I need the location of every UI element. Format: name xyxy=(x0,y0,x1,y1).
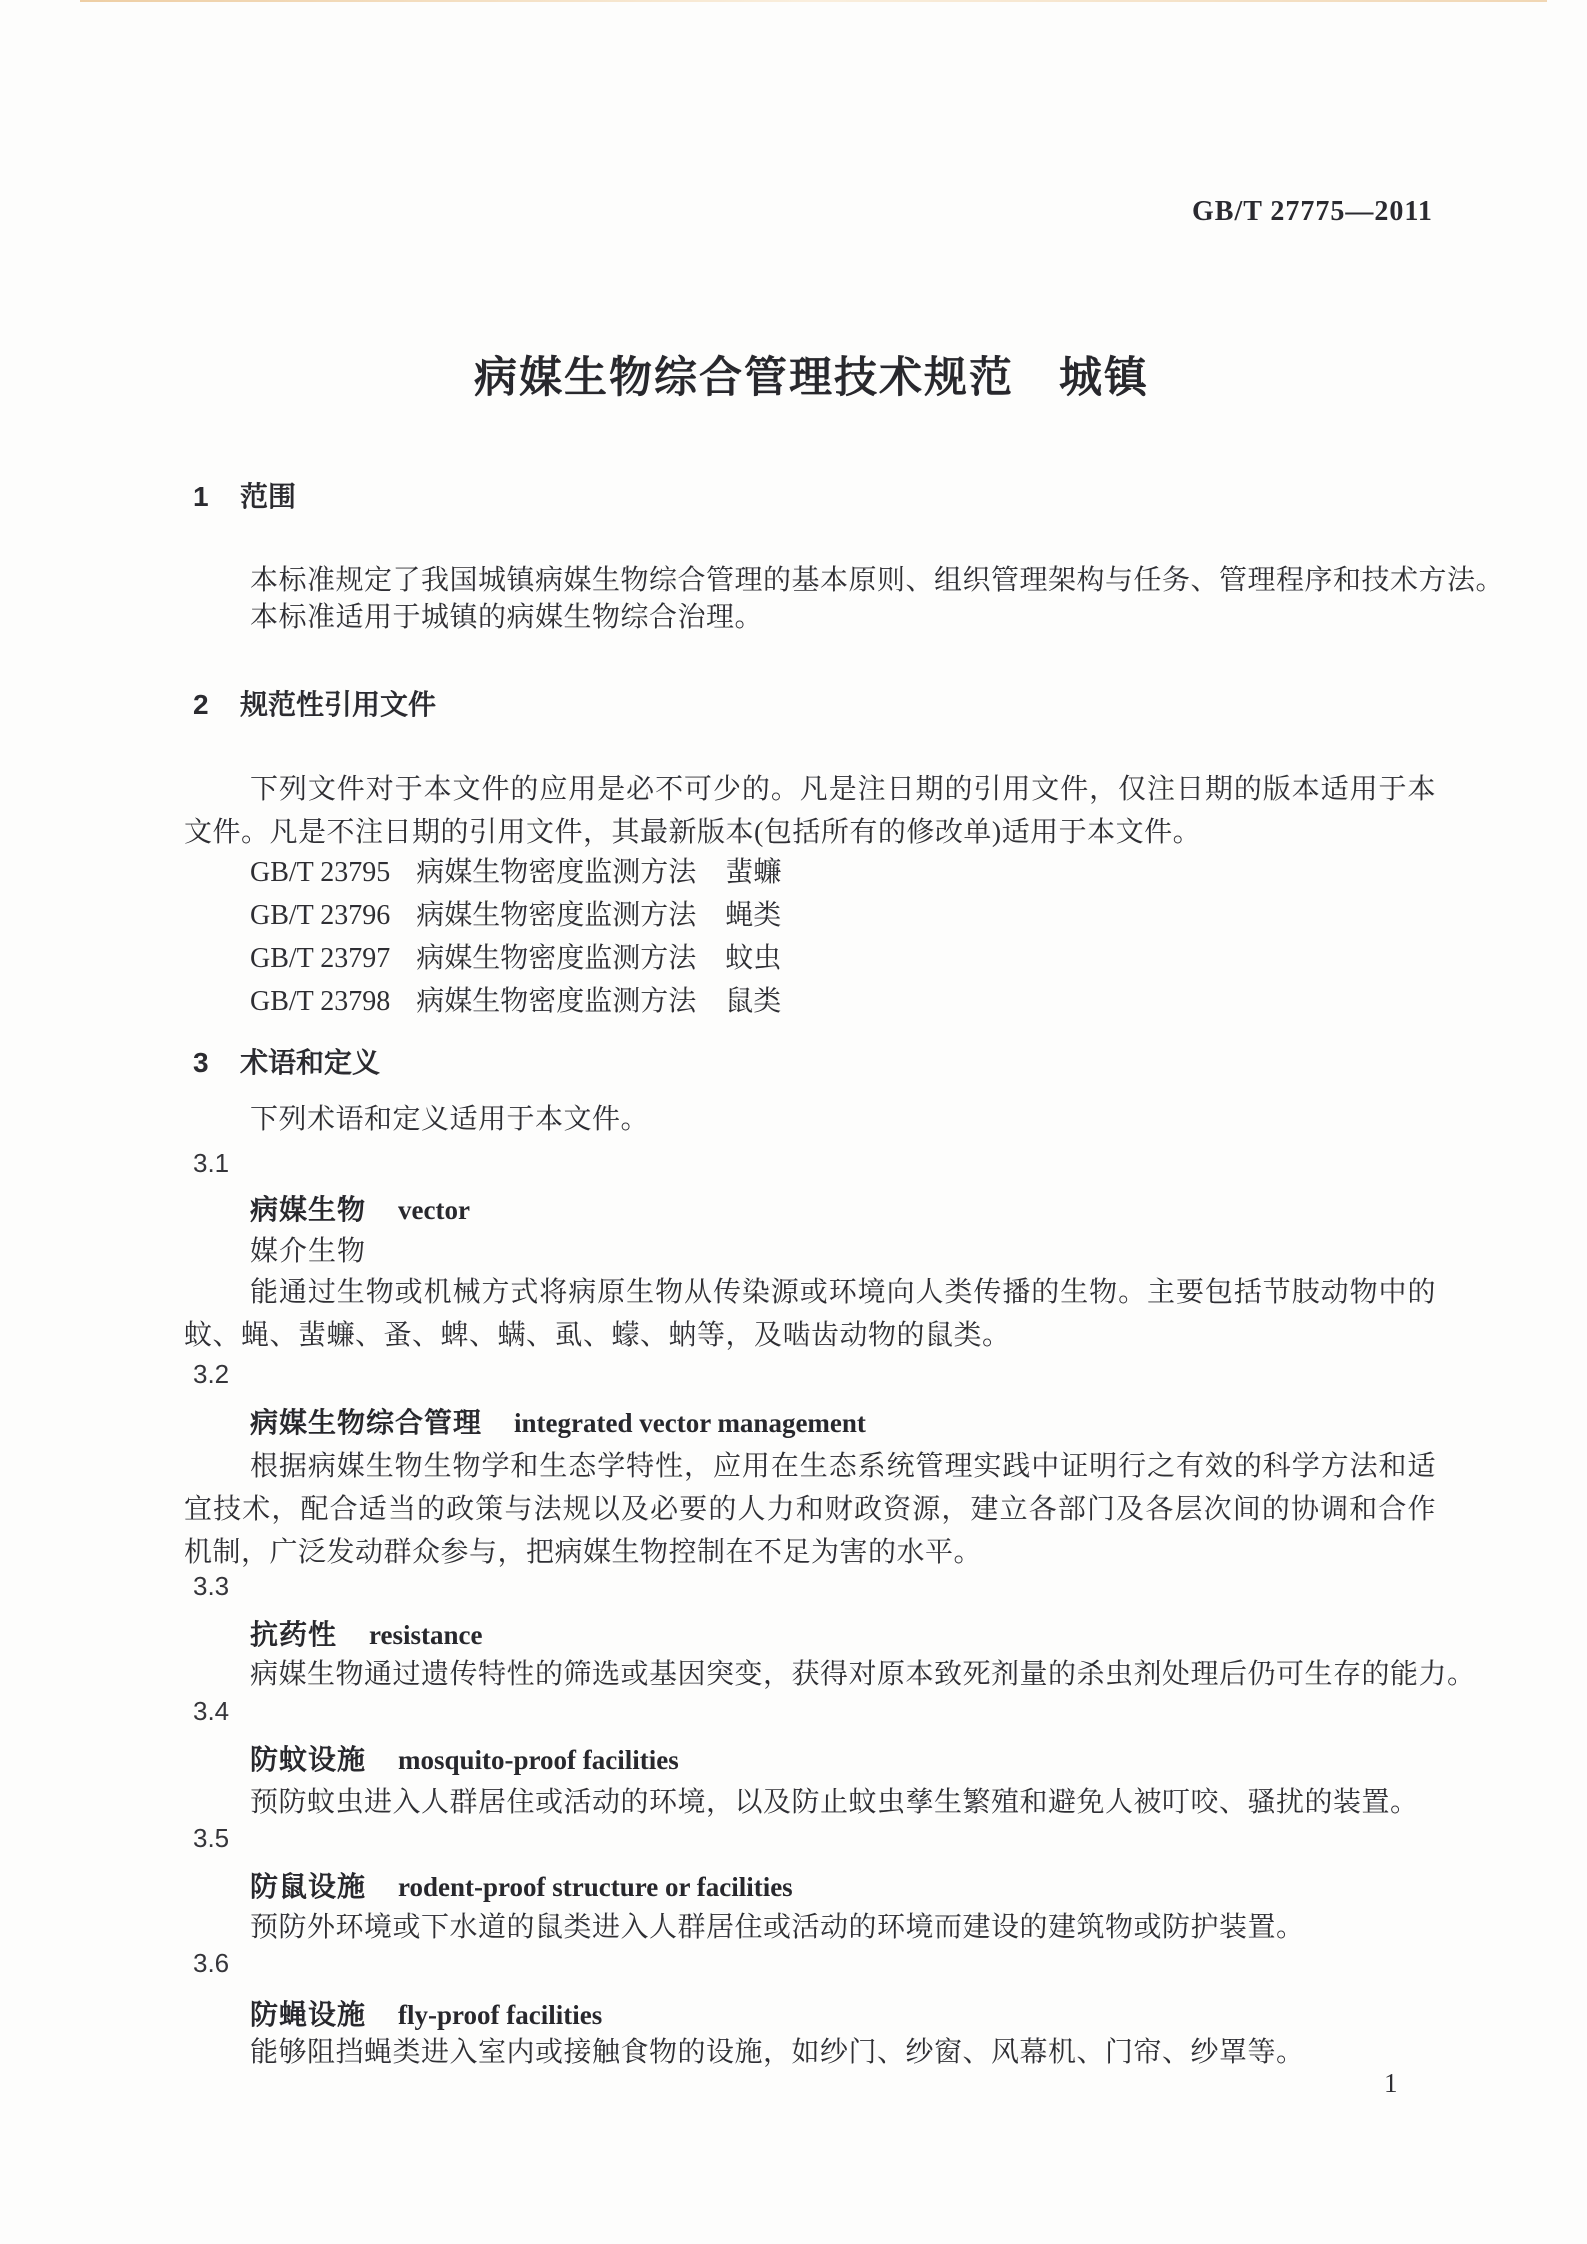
reference-code: GB/T 23795 xyxy=(250,857,391,888)
scan-edge-artifact xyxy=(80,0,1547,2)
reference-title: 病媒生物密度监测方法 xyxy=(416,857,697,888)
reference-title: 病媒生物密度监测方法 xyxy=(416,900,697,931)
term-line xyxy=(184,1401,1502,1441)
reference-subject: 蚊虫 xyxy=(725,943,782,974)
reference-code: GB/T 23798 xyxy=(250,986,391,1017)
term-english: resistance xyxy=(369,1620,483,1650)
term-definition: 能够阻挡蝇类进入室内或接触食物的设施，如纱门、纱窗、风幕机、门帘、纱罩等。 xyxy=(250,2037,1305,2068)
term-chinese: 防蚊设施 xyxy=(250,1744,367,1775)
term-chinese: 防鼠设施 xyxy=(250,1871,367,1902)
term-english: integrated vector management xyxy=(514,1408,866,1438)
term-definition: 病媒生物通过遗传特性的筛选或基因突变，获得对原本致死剂量的杀虫剂处理后仍可生存的能力。 xyxy=(250,1659,1476,1690)
clause-number: 3.4 xyxy=(193,1696,230,1726)
section-1-heading xyxy=(184,475,1445,515)
term-alias: 媒介生物 xyxy=(250,1235,367,1266)
term-definition: 根据病媒生物生物学和生态学特性，应用在生态系统管理实践中证明行之有效的科学方法和适宜技术，配合适当的政策与法规以及必要的人力和财政资源，建立各部门及各层次间的协调和合作机制，广泛发动群众参与，把病媒生物控制在不足为害的水平。 xyxy=(184,1451,1436,1568)
term-line xyxy=(184,1738,1502,1778)
reference-code: GB/T 23797 xyxy=(250,943,391,974)
reference-item xyxy=(184,937,1436,980)
term-english: mosquito-proof facilities xyxy=(398,1745,679,1775)
term-chinese: 病媒生物综合管理 xyxy=(250,1407,483,1438)
reference-item xyxy=(184,980,1436,1023)
section-3-heading xyxy=(184,1041,1445,1081)
clause-number: 3.6 xyxy=(193,1948,230,1978)
reference-item xyxy=(184,894,1436,937)
term-chinese: 防蝇设施 xyxy=(250,1999,367,2030)
section-title: 范围 xyxy=(240,481,297,512)
section-title: 规范性引用文件 xyxy=(240,689,437,720)
term-english: vector xyxy=(398,1195,470,1225)
term-english: rodent-proof structure or facilities xyxy=(398,1872,793,1902)
clause-number: 3.1 xyxy=(193,1148,230,1178)
reference-subject: 蜚蠊 xyxy=(725,857,782,888)
paragraph: 本标准规定了我国城镇病媒生物综合管理的基本原则、组织管理架构与任务、管理程序和技术方法。 xyxy=(250,565,1505,596)
term-line xyxy=(184,1188,1502,1228)
clause-number: 3.2 xyxy=(193,1359,230,1389)
reference-code: GB/T 23796 xyxy=(250,900,391,931)
term-chinese: 抗药性 xyxy=(250,1619,338,1650)
section-title: 术语和定义 xyxy=(240,1047,381,1078)
standard-code: GB/T 27775—2011 xyxy=(1192,196,1433,227)
page-number: 1 xyxy=(1384,2068,1398,2098)
reference-subject: 鼠类 xyxy=(725,986,782,1017)
document-title: 病媒生物综合管理技术规范 城镇 xyxy=(474,354,1149,402)
term-english: fly-proof facilities xyxy=(398,2000,603,2030)
section-number: 1 xyxy=(193,481,209,512)
paragraph: 下列术语和定义适用于本文件。 xyxy=(250,1104,650,1135)
term-line xyxy=(184,1993,1502,2033)
term-definition: 预防外环境或下水道的鼠类进入人群居住或活动的环境而建设的建筑物或防护装置。 xyxy=(250,1912,1305,1943)
term-definition: 预防蚊虫进入人群居住或活动的环境，以及防止蚊虫孳生繁殖和避免人被叮咬、骚扰的装置。 xyxy=(250,1787,1419,1818)
section-number: 3 xyxy=(193,1047,209,1078)
clause-number: 3.5 xyxy=(193,1823,230,1853)
reference-title: 病媒生物密度监测方法 xyxy=(416,943,697,974)
term-line xyxy=(184,1613,1502,1653)
clause-number: 3.3 xyxy=(193,1571,230,1601)
section-2-heading xyxy=(184,683,1445,723)
term-line xyxy=(184,1865,1502,1905)
reference-item xyxy=(184,851,1436,894)
term-definition: 能通过生物或机械方式将病原生物从传染源或环境向人类传播的生物。主要包括节肢动物中的蚊、蝇、蜚蠊、蚤、蜱、螨、虱、蠓、蚋等，及啮齿动物的鼠类。 xyxy=(184,1277,1436,1351)
reference-title: 病媒生物密度监测方法 xyxy=(416,986,697,1017)
paragraph: 下列文件对于本文件的应用是必不可少的。凡是注日期的引用文件，仅注日期的版本适用于本文件。凡是不注日期的引用文件，其最新版本(包括所有的修改单)适用于本文件。 xyxy=(184,774,1436,848)
section-number: 2 xyxy=(193,689,209,720)
normative-references-list xyxy=(184,851,1436,1023)
reference-subject: 蝇类 xyxy=(725,900,782,931)
paragraph: 本标准适用于城镇的病媒生物综合治理。 xyxy=(250,602,764,633)
term-chinese: 病媒生物 xyxy=(250,1194,367,1225)
